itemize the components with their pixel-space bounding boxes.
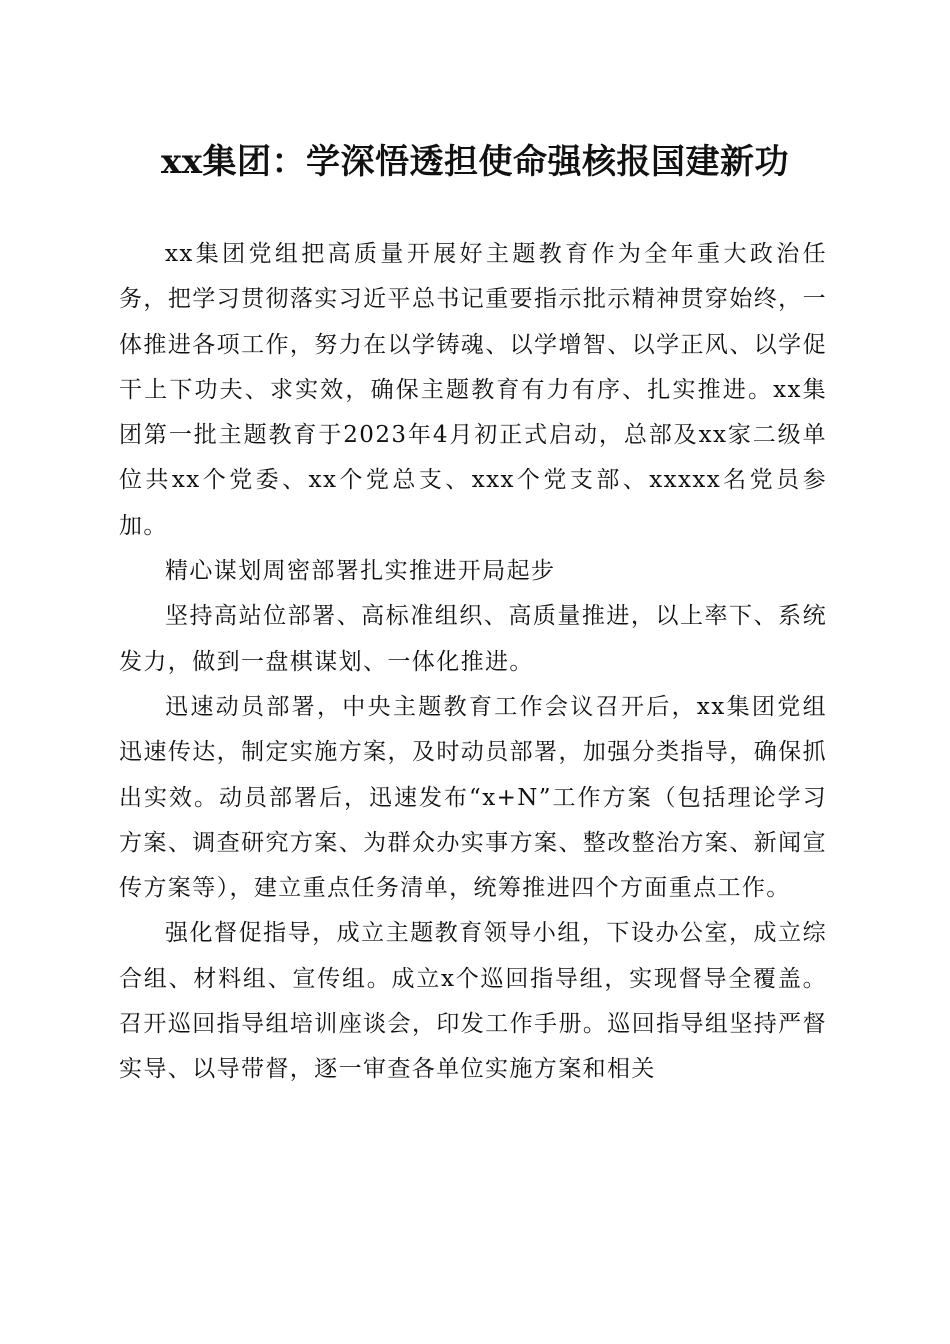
paragraph-supervision: 强化督促指导，成立主题教育领导小组，下设办公室，成立综合组、材料组、宣传组。成立x个巡回指导组，实现督导全覆盖。召开巡回指导组培训座谈会，印发工作手册。巡回指导组坚持严督实导、以导带督，逐一审查各单位实施方案和相关 (119, 920, 827, 1083)
paragraph-mobilization: 迅速动员部署，中央主题教育工作会议召开后，xx集团党组迅速传达，制定实施方案，及时动员部署，加强分类指导，确保抓出实效。动员部署后，迅速发布“x+N”工作方案（包括理论学习方案、调查研究方案、为群众办实事方案、整改整治方案、新闻宣传方案等），建立重点任务清单，统筹推进四个方面重点工作。 (119, 693, 827, 902)
paragraph-intro: xx集团党组把高质量开展好主题教育作为全年重大政治任务，把学习贯彻落实习近平总书记重要指示批示精神贯穿始终，一体推进各项工作，努力在以学铸魂、以学增智、以学正风、以学促干上下功夫、求实效，确保主题教育有力有序、扎实推进。xx集团第一批主题教育于2023年4月初正式启动，总部及xx家二级单位共xx个党委、xx个党总支、xxx个党支部、xxxxx名党员参加。 (119, 241, 827, 539)
document-title: xx集团：学深悟透担使命强核报国建新功 (160, 142, 790, 182)
paragraph-summary: 坚持高站位部署、高标准组织、高质量推进，以上率下、系统发力，做到一盘棋谋划、一体化推进。 (119, 603, 827, 675)
document-body (119, 232, 827, 1093)
section-heading: 精心谋划周密部署扎实推进开局起步 (165, 558, 556, 585)
